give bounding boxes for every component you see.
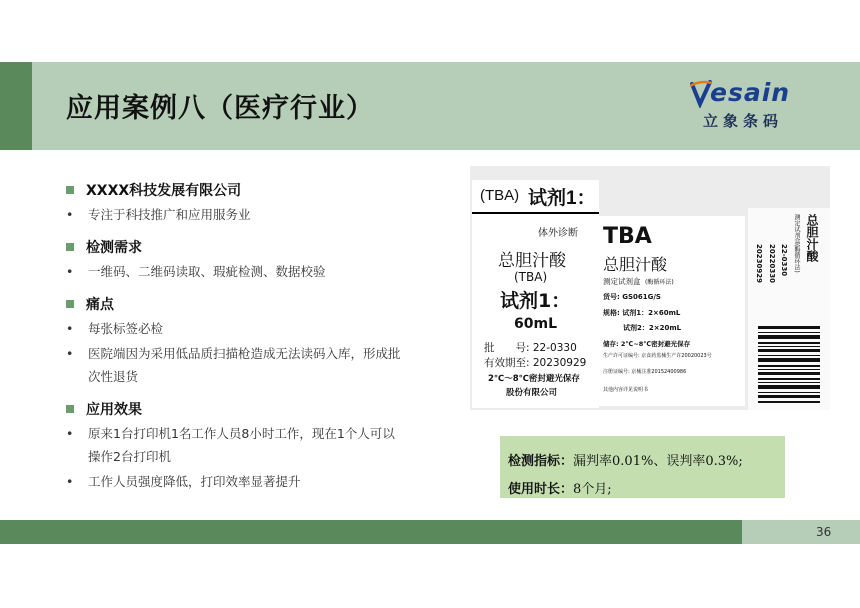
label-1-storage: 2℃～8℃密封避光保存 [488, 374, 580, 384]
label-3-name: 总胆汁酸 [805, 214, 819, 262]
square-bullet-icon [66, 405, 74, 413]
label-1-reagent: 试剂1： [500, 290, 571, 312]
label-2-note: 其他内容详见说明书 [603, 387, 649, 393]
list-item: • 专注于科技推广和应用服务业 [66, 207, 251, 222]
list-item: • 每张标签必检 [66, 321, 164, 336]
logo-wordmark: esain [710, 78, 791, 107]
label-2-item-no: 货号: GS061G/S [603, 293, 661, 301]
label-2-name: 总胆汁酸 [603, 255, 668, 274]
label-2-storage: 储存: 2℃~8℃密封避光保存 [603, 340, 691, 348]
list-item: • 工作人员强度降低，打印效率显著提升 [66, 474, 301, 489]
reagent-label-2 [599, 216, 745, 406]
section-title-requirement: 检测需求 [66, 236, 406, 258]
list-item: • 一维码、二维码读取、瑕疵检测、数据校验 [66, 264, 326, 279]
label-3-prod-date: 20220330 [768, 244, 776, 283]
label-3-expiry: 20230929 [755, 244, 763, 283]
label-1-category: 体外诊断 [538, 228, 578, 239]
label-1-batch: 批 号: 22-0330 [484, 342, 577, 354]
header-accent-bar [0, 62, 32, 150]
square-bullet-icon [66, 243, 74, 251]
logo-swoosh-icon [690, 80, 712, 108]
barcode [758, 326, 820, 404]
page-title: 应用案例八（医疗行业） [66, 93, 374, 124]
label-1-header: (TBA) 试剂1： [472, 180, 599, 214]
metric-detection: 检测指标：漏判率0.01%、误判率0.3%; [508, 454, 743, 469]
label-1-company: 股份有限公司 [506, 388, 558, 398]
label-3-kit: 测定试剂盒(酶循环法) [793, 214, 800, 273]
list-item: • 原来1台打印机1名工作人员8小时工作，现在1个人可以操作2台打印机 [66, 426, 395, 464]
section-title-company: XXXX科技发展有限公司 [66, 179, 406, 201]
logo-subtitle: 立象条码 [703, 112, 784, 130]
label-2-license: 生产许可证编号: 京食药监械生产许20020023号 [603, 353, 712, 359]
footer-page-tab [742, 520, 860, 544]
reagent-label-1 [472, 180, 599, 408]
label-1-name: 总胆汁酸 [498, 251, 566, 271]
square-bullet-icon [66, 300, 74, 308]
label-2-spec-1: 规格: 试剂1：2×60mL [603, 309, 681, 317]
label-2-kit: 测定试剂盒 [603, 277, 641, 286]
square-bullet-icon [66, 186, 74, 194]
label-1-abbr: (TBA) [514, 270, 548, 284]
list-item: • 医院端因为采用低品质扫描枪造成无法读码入库，形成批次性退货 [66, 346, 401, 384]
metrics-box [500, 436, 785, 498]
page-number: 36 [816, 525, 832, 539]
label-2-spec-2: 试剂2：2×20mL [623, 324, 682, 332]
reagent-label-3 [748, 208, 830, 410]
case-content [66, 175, 406, 493]
section-title-pain-points: 痛点 [66, 293, 406, 315]
label-1-volume: 60mL [514, 316, 557, 332]
company-logo [690, 78, 800, 138]
label-3-batch: 22-0330 [780, 244, 788, 277]
section-title-results: 应用效果 [66, 398, 406, 420]
label-2-code: TBA [603, 224, 652, 249]
label-1-expiry: 有效期至: 20230929 [484, 357, 587, 369]
label-2-registration: 注册证编号: 京械注准20152400986 [603, 369, 687, 375]
metric-duration: 使用时长：8个月; [508, 482, 612, 497]
label-2-method: (酶循环法) [645, 279, 674, 286]
footer-band [0, 520, 860, 544]
